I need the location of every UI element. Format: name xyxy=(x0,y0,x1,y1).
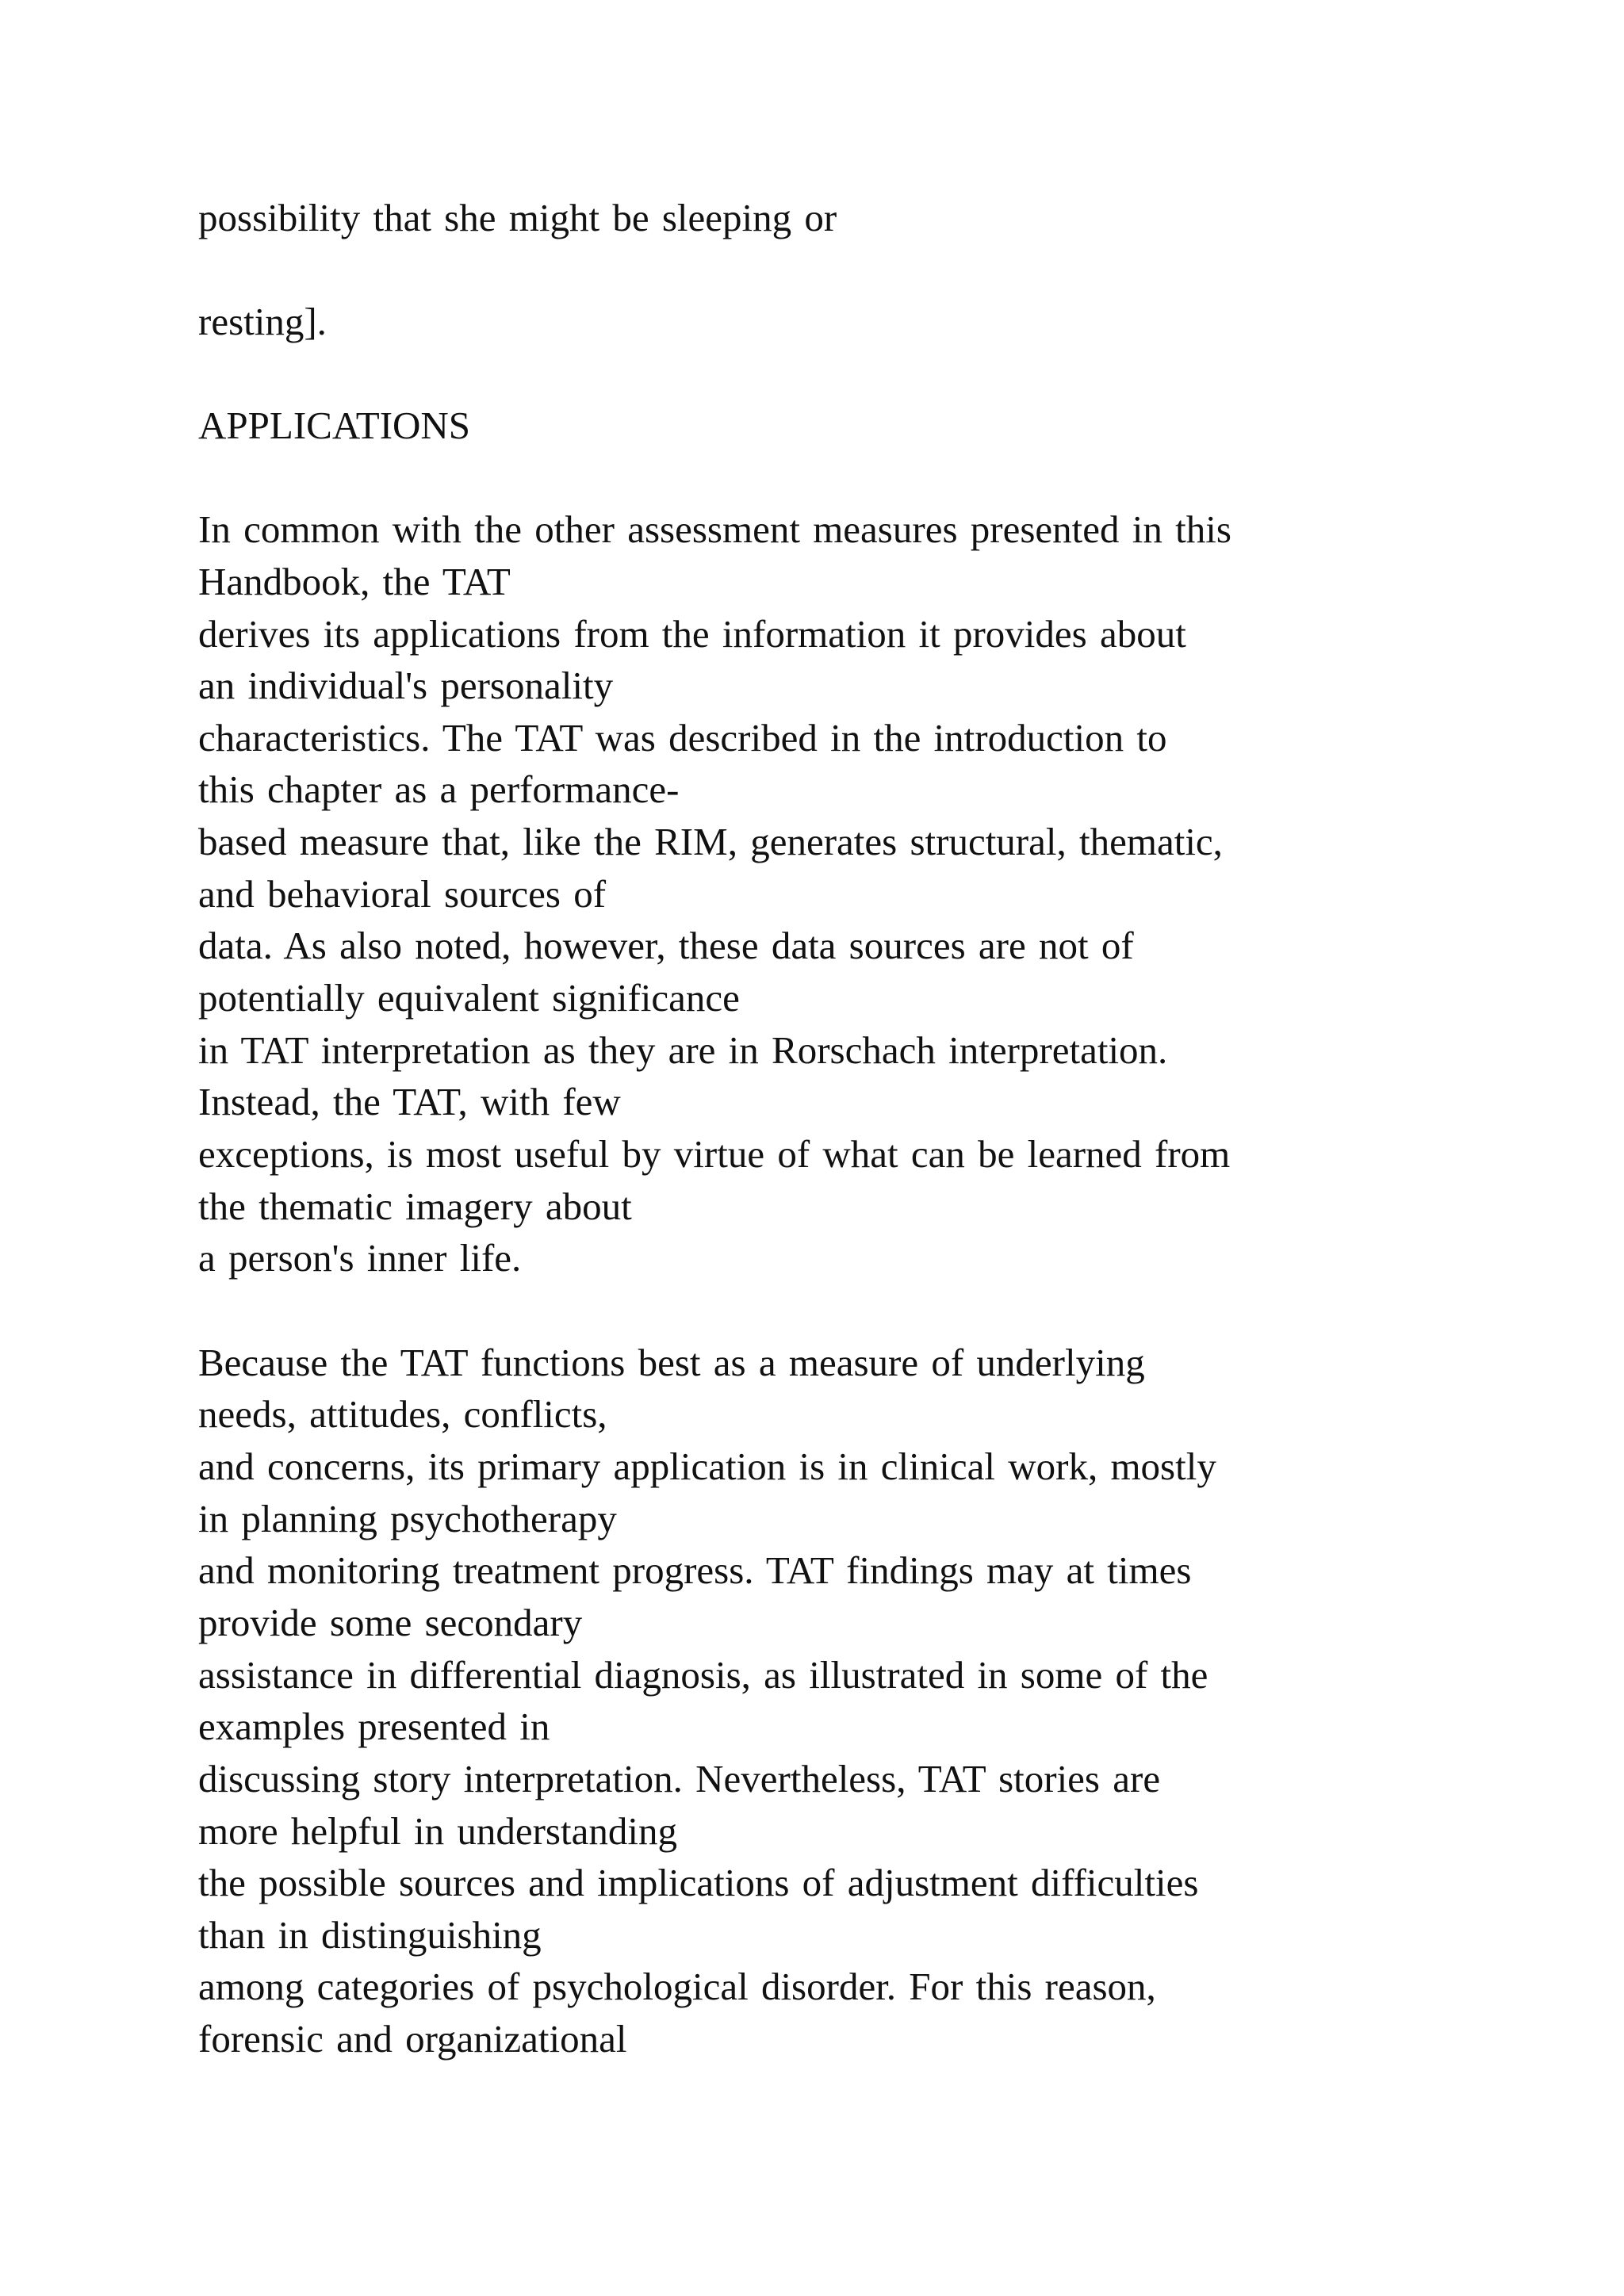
paragraph-1-line: the thematic imagery about xyxy=(198,1184,632,1228)
paragraph-2-line: examples presented in xyxy=(198,1705,550,1748)
paragraph-1-line: an individual's personality xyxy=(198,664,614,707)
paragraph-1-line: and behavioral sources of xyxy=(198,872,607,916)
paragraph-2-line: assistance in differential diagnosis, as illustrated in some of the xyxy=(198,1653,1208,1697)
paragraph-2-line: forensic and organizational xyxy=(198,2017,627,2061)
paragraph-1-line: characteristics. The TAT was described in the introduction to xyxy=(198,716,1167,760)
paragraph-1-line: derives its applications from the information it provides about xyxy=(198,612,1186,656)
paragraph-1-line: Instead, the TAT, with few xyxy=(198,1080,621,1123)
paragraph-2-line: discussing story interpretation. Nevertheless, TAT stories are xyxy=(198,1757,1161,1800)
paragraph-1-line: data. As also noted, however, these data sources are not of xyxy=(198,924,1134,967)
paragraph-2-line: among categories of psychological disorder. For this reason, xyxy=(198,1965,1156,2008)
paragraph-2-line: the possible sources and implications of adjustment difficulties xyxy=(198,1861,1199,1904)
intro-line: resting]. xyxy=(198,300,327,343)
paragraph-1-line: this chapter as a performance- xyxy=(198,767,680,811)
paragraph-2-line: and monitoring treatment progress. TAT findings may at times xyxy=(198,1548,1192,1592)
paragraph-1-line: a person's inner life. xyxy=(198,1236,522,1280)
paragraph-1-line: In common with the other assessment measures presented in this xyxy=(198,507,1231,551)
intro-line: possibility that she might be sleeping or xyxy=(198,196,837,239)
paragraph-2-line: more helpful in understanding xyxy=(198,1809,677,1853)
section-heading-applications: APPLICATIONS xyxy=(198,404,471,447)
paragraph-2-line: than in distinguishing xyxy=(198,1913,542,1957)
paragraph-2-line: and concerns, its primary application is in clinical work, mostly xyxy=(198,1445,1216,1488)
paragraph-1-line: exceptions, is most useful by virtue of what can be learned from xyxy=(198,1132,1231,1176)
paragraph-1-line: in TAT interpretation as they are in Rorschach interpretation. xyxy=(198,1028,1168,1072)
paragraph-2-line: in planning psychotherapy xyxy=(198,1497,617,1540)
paragraph-2-line: provide some secondary xyxy=(198,1601,583,1644)
paragraph-1-line: based measure that, like the RIM, generates structural, thematic, xyxy=(198,820,1223,863)
paragraph-1-line: potentially equivalent significance xyxy=(198,976,740,1020)
paragraph-1-line: Handbook, the TAT xyxy=(198,560,511,603)
paragraph-2-line: Because the TAT functions best as a measure of underlying xyxy=(198,1341,1145,1384)
paragraph-2-line: needs, attitudes, conflicts, xyxy=(198,1392,607,1436)
